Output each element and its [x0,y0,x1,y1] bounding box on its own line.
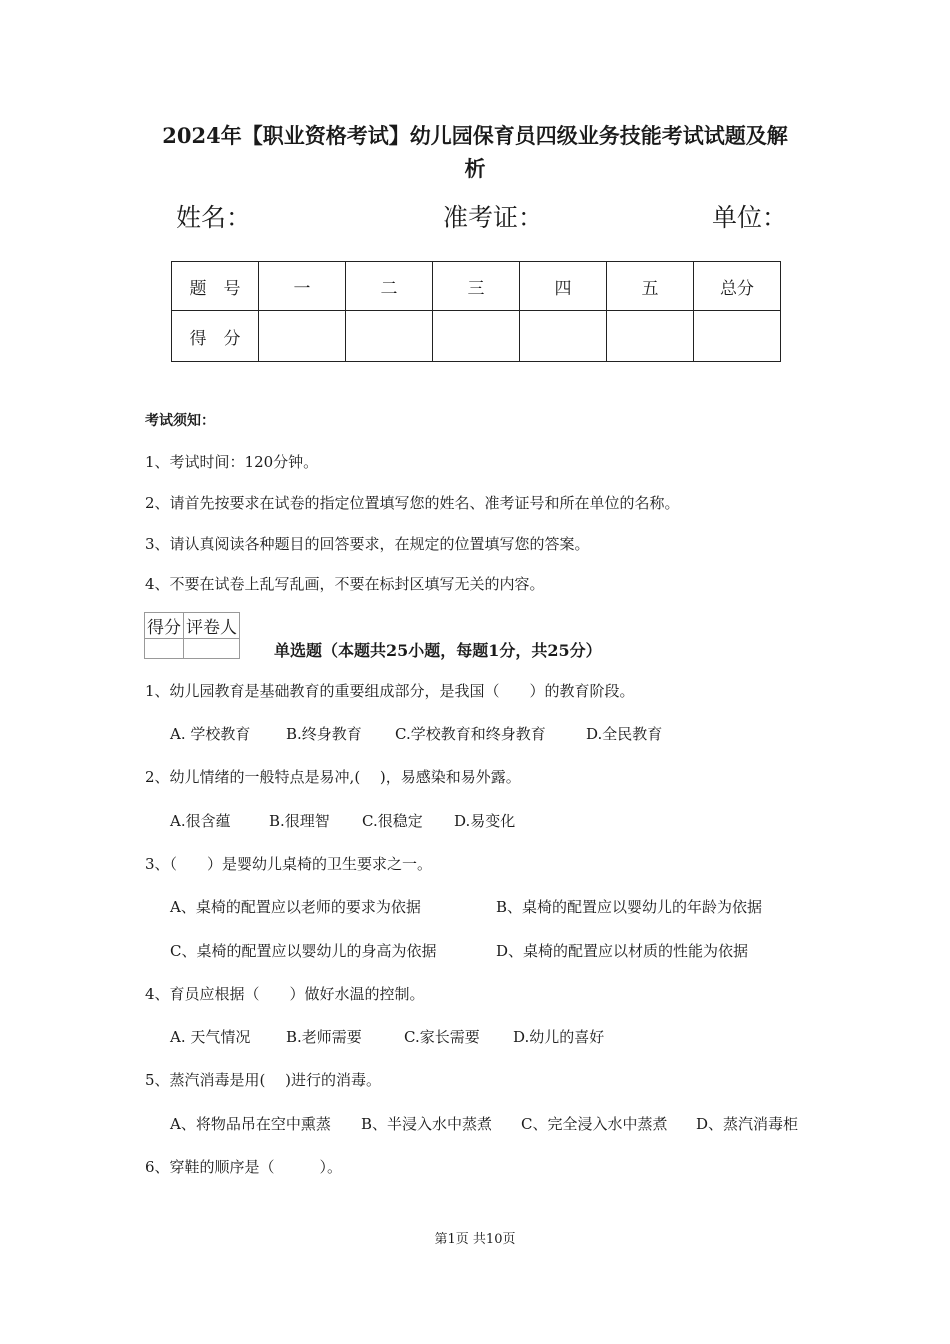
score-table-score-row [172,311,781,362]
exam-title-line1: 2024年【职业资格考试】幼儿园保育员四级业务技能考试试题及解 [162,123,788,148]
question-option: D、桌椅的配置应以材质的性能为依据 [496,942,749,960]
score-table-cell: 二 [346,262,433,311]
question-option: B、半浸入水中蒸煮 [361,1115,493,1133]
exam-title-line2: 析 [464,156,486,181]
question-option: C、完全浸入水中蒸煮 [521,1115,668,1133]
score-input-cell[interactable] [259,311,346,362]
score-input-cell[interactable] [607,311,694,362]
question-option: A. 学校教育 [170,725,251,743]
question-option: B、桌椅的配置应以婴幼儿的年龄为依据 [496,898,763,916]
question-stem: 2、幼儿情绪的一般特点是易冲,( )，易感染和易外露。 [145,768,521,786]
score-row-label: 得 分 [172,311,259,362]
notice-title: 考试须知： [145,413,215,429]
notice-item: 1、考试时间：120分钟。 [145,453,319,471]
question-option: C.学校教育和终身教育 [395,725,546,743]
question-stem: 3、（ ）是婴幼儿桌椅的卫生要求之一。 [145,855,433,873]
grader-box [144,612,240,659]
question-option: D、蒸汽消毒柜 [696,1115,799,1133]
score-table-cell: 总分 [694,262,781,311]
question-option: B.终身教育 [286,725,362,743]
page-footer: 第1页 共10页 [434,1232,516,1247]
grader-score-label: 得分 [145,613,184,639]
score-table [171,261,781,362]
exam-number-label: 准考证： [443,203,544,232]
question-option: A. 天气情况 [170,1028,251,1046]
score-table-cell: 三 [433,262,520,311]
score-table-cell: 五 [607,262,694,311]
question-stem: 4、育员应根据（ ）做好水温的控制。 [145,985,425,1003]
question-option: C.家长需要 [404,1028,480,1046]
score-input-cell[interactable] [694,311,781,362]
score-input-cell[interactable] [520,311,607,362]
score-table-cell: 一 [259,262,346,311]
name-label: 姓名： [176,203,252,232]
score-table-cell: 题 号 [172,262,259,311]
question-option: A.很含蕴 [170,812,231,830]
notice-item: 4、不要在试卷上乱写乱画，不要在标封区填写无关的内容。 [145,575,545,593]
question-option: B.老师需要 [286,1028,362,1046]
grader-reviewer-label: 评卷人 [184,613,240,639]
question-stem: 1、幼儿园教育是基础教育的重要组成部分，是我国（ ）的教育阶段。 [145,682,635,700]
section-title: 单选题（本题共25小题，每题1分，共25分） [274,641,602,660]
question-option: D.幼儿的喜好 [513,1028,605,1046]
score-input-cell[interactable] [346,311,433,362]
question-option: C、桌椅的配置应以婴幼儿的身高为依据 [170,942,437,960]
question-stem: 5、蒸汽消毒是用( )进行的消毒。 [145,1071,382,1089]
notice-item: 2、请首先按要求在试卷的指定位置填写您的姓名、准考证号和所在单位的名称。 [145,494,680,512]
grader-reviewer-cell[interactable] [184,639,240,659]
notice-item: 3、请认真阅读各种题目的回答要求，在规定的位置填写您的答案。 [145,535,590,553]
question-option: B.很理智 [269,812,330,830]
unit-label: 单位： [712,203,788,232]
question-option: A、将物品吊在空中熏蒸 [170,1115,331,1133]
grader-score-cell[interactable] [145,639,184,659]
question-option: D.易变化 [454,812,516,830]
question-option: A、桌椅的配置应以老师的要求为依据 [170,898,421,916]
question-stem: 6、穿鞋的顺序是（ ）。 [145,1158,343,1176]
score-table-header-row [172,262,781,311]
score-table-cell: 四 [520,262,607,311]
question-option: D.全民教育 [586,725,663,743]
question-option: C.很稳定 [362,812,423,830]
score-input-cell[interactable] [433,311,520,362]
